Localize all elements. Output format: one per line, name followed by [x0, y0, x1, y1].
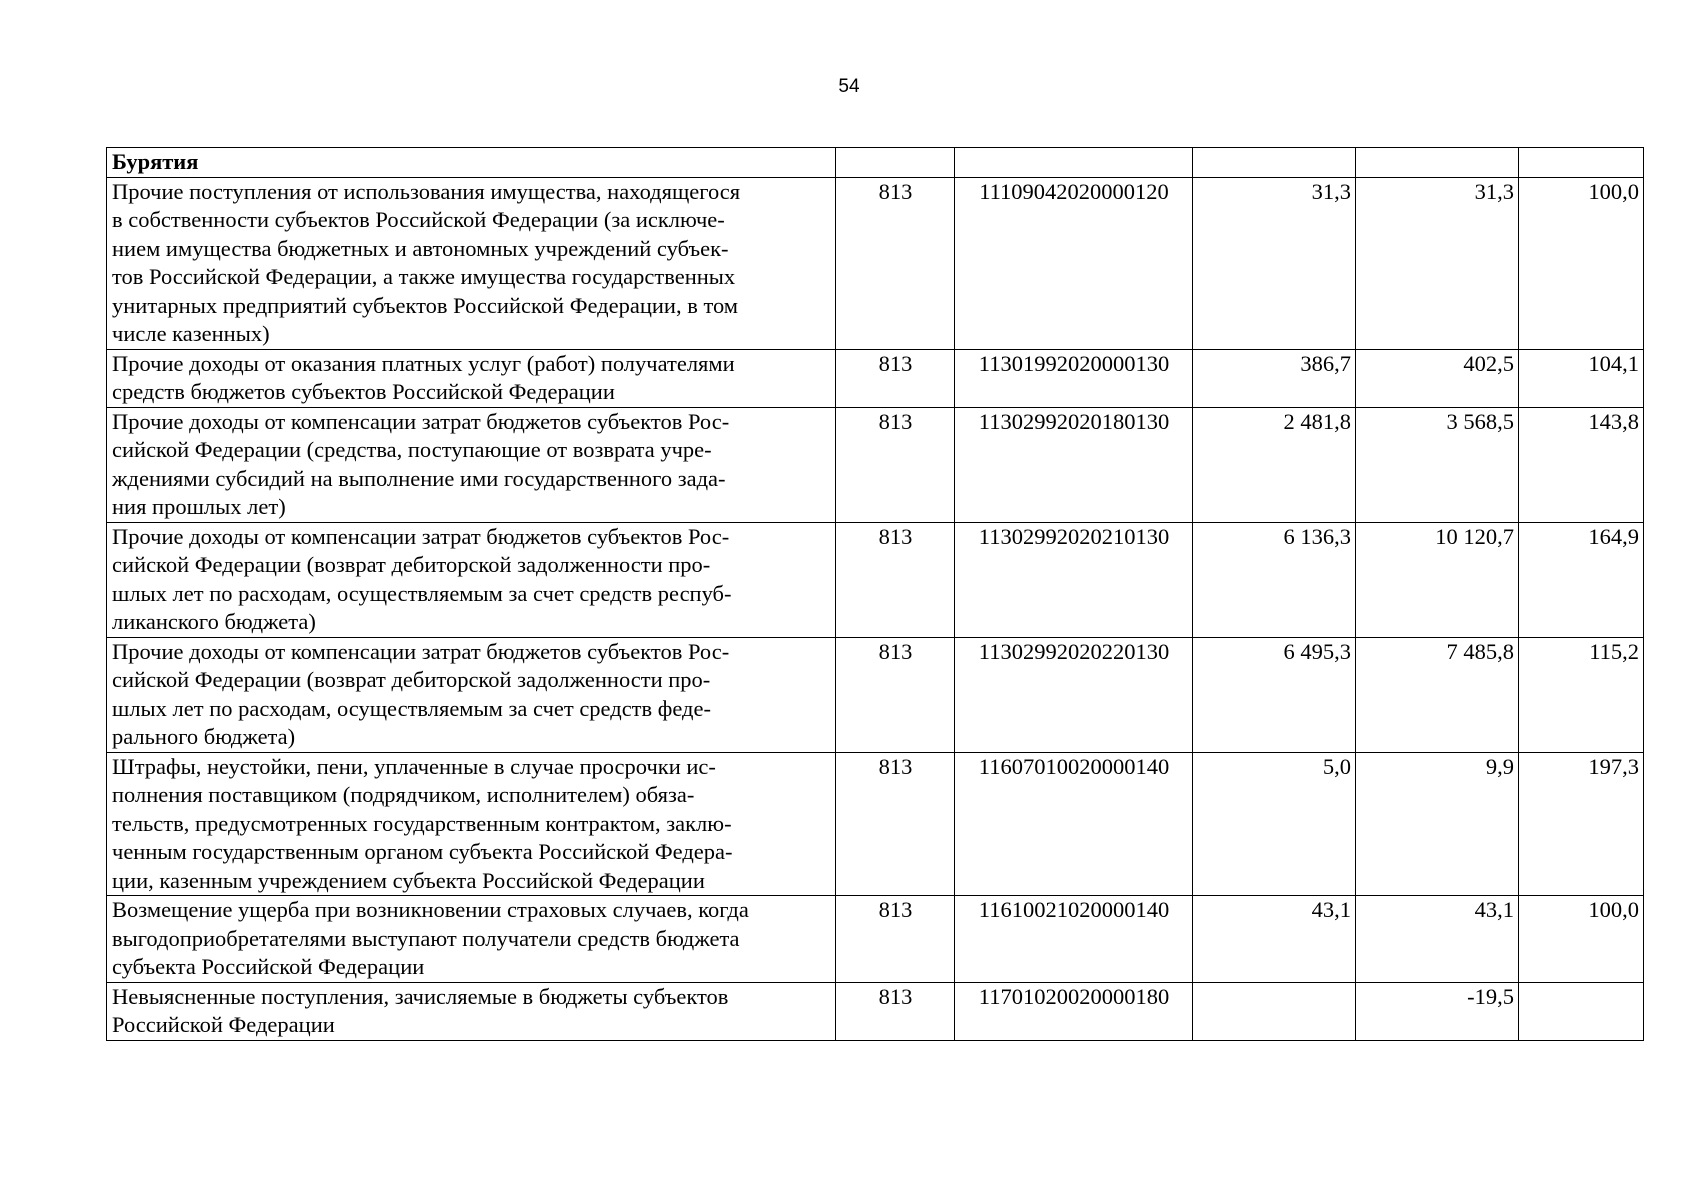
execution-percent: 164,9 — [1519, 522, 1644, 637]
revenue-name-line: рального бюджета) — [112, 724, 296, 749]
actual-amount: 43,1 — [1356, 896, 1519, 983]
revenue-name-line: ния прошлых лет) — [112, 494, 286, 519]
revenue-name-line: сийской Федерации (возврат дебиторской задолженности про- — [112, 552, 711, 577]
empty-cell — [955, 148, 1193, 178]
budget-classification-code: 11302992020220130 — [955, 637, 1193, 752]
administrator-code: 813 — [836, 349, 955, 407]
table-row — [107, 407, 1644, 522]
empty-cell — [1356, 148, 1519, 178]
revenue-name-line: субъекта Российской Федерации — [112, 954, 425, 979]
revenue-name — [107, 407, 836, 522]
execution-percent — [1519, 982, 1644, 1040]
revenue-name-line: в собственности субъектов Российской Федерации (за исключе- — [112, 207, 725, 232]
table-row — [107, 752, 1644, 896]
revenue-name-line: Штрафы, неустойки, пени, уплаченные в случае просрочки ис- — [112, 753, 716, 779]
revenue-name-line: ждениями субсидий на выполнение ими государственного зада- — [112, 465, 726, 491]
revenue-name-line: сийской Федерации (возврат дебиторской задолженности про- — [112, 667, 711, 692]
planned-amount: 386,7 — [1193, 349, 1356, 407]
table-body — [107, 148, 1644, 1041]
actual-amount: 9,9 — [1356, 752, 1519, 896]
planned-amount: 31,3 — [1193, 177, 1356, 349]
revenue-name-line: ликанского бюджета) — [112, 609, 316, 634]
revenue-name-line: Прочие доходы от компенсации затрат бюджетов субъектов Рос- — [112, 523, 730, 549]
empty-cell — [1519, 148, 1644, 178]
table-row — [107, 982, 1644, 1040]
planned-amount: 5,0 — [1193, 752, 1356, 896]
planned-amount: 43,1 — [1193, 896, 1356, 983]
execution-percent: 143,8 — [1519, 407, 1644, 522]
revenue-name-line: Российской Федерации — [112, 1012, 335, 1037]
empty-cell — [1193, 148, 1356, 178]
revenue-name-line: Возмещение ущерба при возникновении страховых случаев, когда — [112, 897, 749, 922]
page-number: 54 — [838, 76, 860, 97]
revenue-name — [107, 349, 836, 407]
revenue-name-line: ченным государственным органом субъекта Российской Федера- — [112, 839, 733, 864]
actual-amount: 31,3 — [1356, 177, 1519, 349]
revenue-name — [107, 982, 836, 1040]
administrator-code: 813 — [836, 407, 955, 522]
budget-classification-code: 11610021020000140 — [955, 896, 1193, 983]
revenue-name-line: сийской Федерации (средства, поступающие от возврата учре- — [112, 437, 712, 462]
revenue-name-line: тельств, предусмотренных государственным контрактом, заклю- — [112, 810, 732, 836]
table-row — [107, 349, 1644, 407]
planned-amount — [1193, 982, 1356, 1040]
budget-classification-code: 11607010020000140 — [955, 752, 1193, 896]
actual-amount: 7 485,8 — [1356, 637, 1519, 752]
revenue-name-line: Прочие доходы от компенсации затрат бюджетов субъектов Рос- — [112, 408, 730, 434]
table-row — [107, 637, 1644, 752]
revenue-name — [107, 522, 836, 637]
revenue-name — [107, 637, 836, 752]
planned-amount: 6 495,3 — [1193, 637, 1356, 752]
revenue-name-line: Прочие доходы от оказания платных услуг (работ) получателями — [112, 350, 735, 376]
revenue-name-line: тов Российской Федерации, а также имущества государственных — [112, 264, 736, 289]
budget-classification-code: 11301992020000130 — [955, 349, 1193, 407]
table-row — [107, 896, 1644, 983]
section-title: Бурятия — [107, 148, 836, 178]
budget-classification-code: 11701020020000180 — [955, 982, 1193, 1040]
execution-percent: 100,0 — [1519, 896, 1644, 983]
planned-amount: 6 136,3 — [1193, 522, 1356, 637]
section-row — [107, 148, 1644, 178]
execution-percent: 197,3 — [1519, 752, 1644, 896]
actual-amount: 3 568,5 — [1356, 407, 1519, 522]
administrator-code: 813 — [836, 896, 955, 983]
budget-classification-code: 11302992020180130 — [955, 407, 1193, 522]
actual-amount: 402,5 — [1356, 349, 1519, 407]
revenue-name — [107, 177, 836, 349]
table-row — [107, 177, 1644, 349]
revenue-name-line: шлых лет по расходам, осуществляемым за счет средств респуб- — [112, 580, 732, 606]
revenue-table — [106, 147, 1644, 1041]
administrator-code: 813 — [836, 177, 955, 349]
execution-percent: 104,1 — [1519, 349, 1644, 407]
revenue-name-line: полнения поставщиком (подрядчиком, исполнителем) обяза- — [112, 782, 695, 807]
table-row — [107, 522, 1644, 637]
revenue-name-line: унитарных предприятий субъектов Российской Федерации, в том — [112, 292, 739, 318]
revenue-name-line: числе казенных) — [112, 321, 270, 346]
revenue-name-line: шлых лет по расходам, осуществляемым за счет средств феде- — [112, 695, 711, 721]
execution-percent: 100,0 — [1519, 177, 1644, 349]
planned-amount: 2 481,8 — [1193, 407, 1356, 522]
actual-amount: -19,5 — [1356, 982, 1519, 1040]
empty-cell — [836, 148, 955, 178]
administrator-code: 813 — [836, 982, 955, 1040]
revenue-name — [107, 896, 836, 983]
budget-classification-code: 11302992020210130 — [955, 522, 1193, 637]
budget-classification-code: 11109042020000120 — [955, 177, 1193, 349]
execution-percent: 115,2 — [1519, 637, 1644, 752]
revenue-name-line: Прочие доходы от компенсации затрат бюджетов субъектов Рос- — [112, 638, 730, 664]
administrator-code: 813 — [836, 522, 955, 637]
revenue-name-line: выгодоприобретателями выступают получатели средств бюджета — [112, 925, 740, 951]
revenue-name — [107, 752, 836, 896]
administrator-code: 813 — [836, 637, 955, 752]
revenue-name-line: Невыясненные поступления, зачисляемые в бюджеты субъектов — [112, 983, 729, 1009]
revenue-name-line: Прочие поступления от использования имущества, находящегося — [112, 178, 741, 204]
revenue-name-line: ции, казенным учреждением субъекта Российской Федерации — [112, 867, 705, 893]
administrator-code: 813 — [836, 752, 955, 896]
revenue-name-line: средств бюджетов субъектов Российской Федерации — [112, 379, 615, 404]
actual-amount: 10 120,7 — [1356, 522, 1519, 637]
revenue-name-line: нием имущества бюджетных и автономных учреждений субъек- — [112, 235, 729, 261]
